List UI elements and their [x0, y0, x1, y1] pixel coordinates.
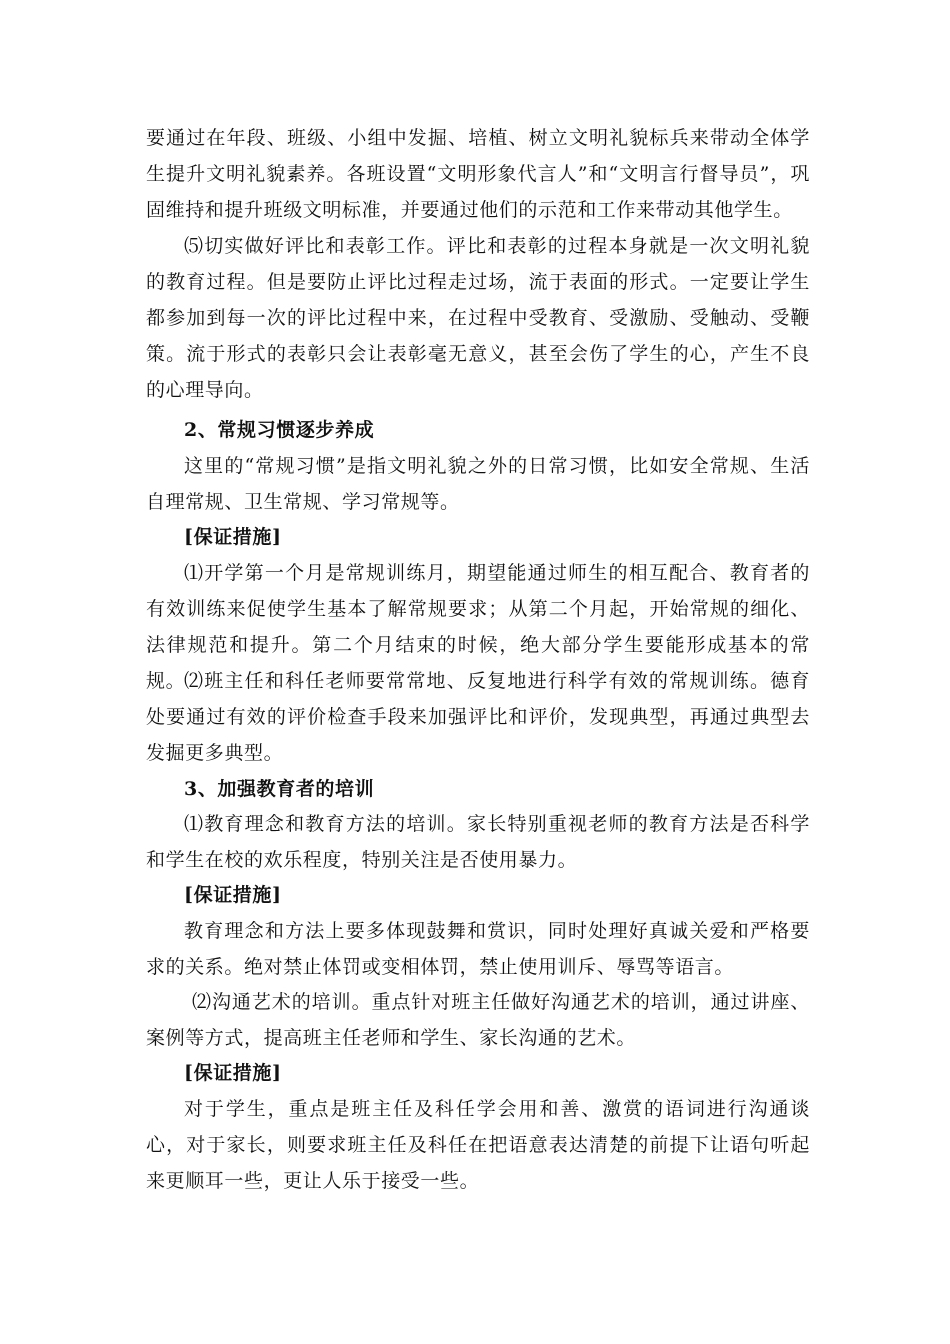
- paragraph-routine-item-1: ⑴开学第一个月是常规训练月，期望能通过师生的相互配合、教育者的有效训练来促使学生基本了解常规要求；从第二个月起，开始常规的细化、法律规范和提升。第二个月结束的时候，绝大部分学生要能形成基本的常规。: [146, 562, 810, 692]
- guarantee-measures-label-2: [保证措施]: [184, 884, 282, 906]
- guarantee-measures-label-1: [保证措施]: [184, 526, 282, 548]
- paragraph-routine-item-2: ⑵班主任和科任老师要常常地、反复地进行科学有效的常规训练。德育处要通过有效的评价检查手段来加强评比和评价，发现典型，再通过典型去发掘更多典型。: [146, 670, 810, 764]
- paragraph-intro-continued: 要通过在年段、班级、小组中发掘、培植、树立文明礼貌标兵来带动全体学生提升文明礼貌素养。各班设置“文明形象代言人”和“文明言行督导员”，巩固维持和提升班级文明标准，并要通过他们的示范和工作来带动其他学生。: [146, 127, 810, 221]
- paragraph-training-item-2: ⑵沟通艺术的培训。重点针对班主任做好沟通艺术的培训，通过讲座、案例等方式，提高班主任老师和学生、家长沟通的艺术。: [146, 991, 810, 1049]
- section-heading-2: 2、常规习惯逐步养成: [184, 419, 375, 441]
- paragraph-training-item-1-measures: 教育理念和方法上要多体现鼓舞和赏识，同时处理好真诚关爱和严格要求的关系。绝对禁止体罚或变相体罚，禁止使用训斥、辱骂等语言。: [146, 920, 810, 978]
- section-heading-3: 3、加强教育者的培训: [184, 778, 375, 800]
- paragraph-routine-habits: 这里的“常规习惯”是指文明礼貌之外的日常习惯，比如安全常规、生活自理常规、卫生常规、学习常规等。: [146, 455, 810, 513]
- paragraph-training-item-2-measures: 对于学生，重点是班主任及科任学会用和善、激赏的语词进行沟通谈心，对于家长，则要求班主任及科任在把语意表达清楚的前提下让语句听起来更顺耳一些，更让人乐于接受一些。: [146, 1098, 810, 1192]
- guarantee-measures-label-3: [保证措施]: [184, 1062, 282, 1084]
- paragraph-training-item-1: ⑴教育理念和教育方法的培训。家长特别重视老师的教育方法是否科学和学生在校的欢乐程度，特别关注是否使用暴力。: [146, 813, 810, 871]
- paragraph-item-5: ⑸切实做好评比和表彰工作。评比和表彰的过程本身就是一次文明礼貌的教育过程。但是要防止评比过程走过场，流于表面的形式。一定要让学生都参加到每一次的评比过程中来，在过程中受教育、受激励、受触动、受鞭策。流于形式的表彰只会让表彰毫无意义，甚至会伤了学生的心，产生不良的心理导向。: [146, 235, 810, 401]
